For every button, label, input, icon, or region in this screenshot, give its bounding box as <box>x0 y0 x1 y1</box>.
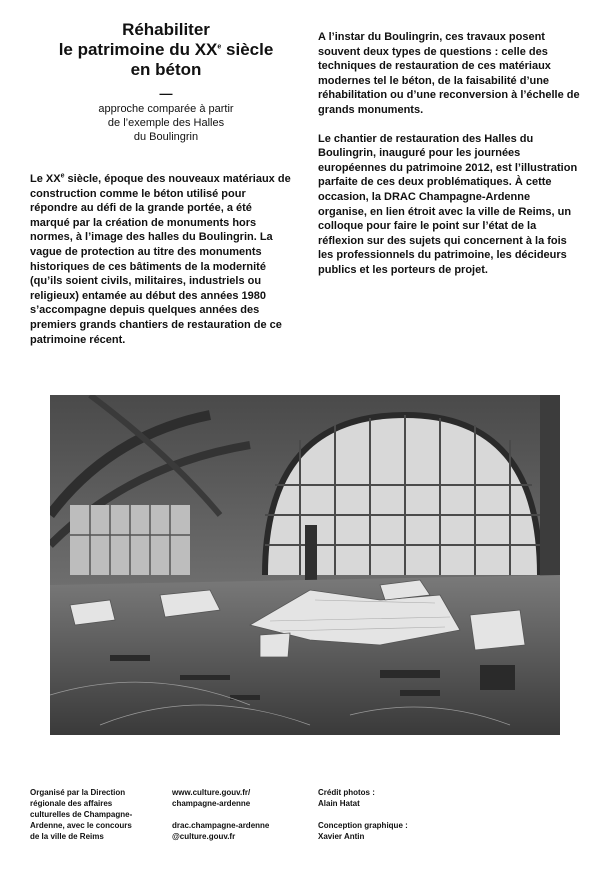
left-text-rest: siècle, époque des nouveaux matériaux de construction comme le béton utilisé pour répondre au défi de la grande portée, a été marqué par la création de monuments hors normes, à l’image des halles du Boulingrin. La vague de protection au titre des monuments historiques de ces bâtiments de la modernité (qu’ils soient civils, militaires, industriels ou religieux) entamée au début des années 1980 s’accompagne depuis quelques années des premiers grands chantiers de restauration de ce patrimoine récent. <box>30 173 291 346</box>
subtitle-line-3: du Boulingrin <box>133 131 199 143</box>
subtitle-line-1: approche comparée à partir <box>98 103 234 115</box>
page-title <box>30 20 302 80</box>
subtitle <box>30 102 302 144</box>
right-column <box>318 30 580 278</box>
left-sup: e <box>60 172 65 180</box>
right-paragraph-2: Le chantier de restauration des Halles du Boulingrin, inauguré pour les journées européennes du patrimoine 2012, est l’illustration parfaite de ces deux problématiques. À cette occasion, la DRAC Champagne-Ardenne organise, en lien étroit avec la ville de Reims, un colloque pour faire le point sur l’état de la réflexion sur des sujets qui concernent à la fois les professionnels du patrimoine, les décideurs publics et les porteurs de projet. <box>318 132 578 276</box>
title-line-2-text: le patrimoine du XX <box>58 40 218 59</box>
right-paragraph-1: A l’instar du Boulingrin, ces travaux posent souvent deux types de questions : celle des techniques de restauration de ces matériaux modernes tel le béton, de la faisabilité d’une réhabilitation ou d’une reconversion à l’échelle de grands monuments. <box>318 31 580 116</box>
design-label: Conception graphique : <box>318 821 408 830</box>
title-line-2 <box>30 40 302 60</box>
left-paragraph <box>30 172 292 347</box>
website-line-1[interactable]: www.culture.gouv.fr/ <box>172 788 251 797</box>
organizer-line-4: Ardenne, avec le concours <box>30 821 132 830</box>
credits-spacer <box>318 809 448 820</box>
footer-organizer <box>30 787 160 842</box>
organizer-line-3: culturelles de Champagne- <box>30 810 133 819</box>
footer-spacer <box>172 809 302 820</box>
organizer-line-2: régionale des affaires <box>30 799 113 808</box>
title-sup: e <box>217 43 222 51</box>
email-line-1[interactable]: drac.champagne-ardenne <box>172 821 270 830</box>
title-line-3: en béton <box>130 60 202 79</box>
title-line-2-end: siècle <box>221 40 274 59</box>
email-line-2[interactable]: @culture.gouv.fr <box>172 832 236 841</box>
organizer-line-5: de la ville de Reims <box>30 832 104 841</box>
title-line-1: Réhabiliter <box>122 20 210 39</box>
footer-credits <box>318 787 448 842</box>
left-text-start: Le XX <box>30 173 61 185</box>
left-column <box>30 172 292 347</box>
photo-credit-label: Crédit photos : <box>318 788 375 797</box>
design-credit: Xavier Antin <box>318 832 365 841</box>
website-line-2[interactable]: champagne-ardenne <box>172 799 251 808</box>
halles-photo <box>50 395 560 735</box>
halles-photo-illustration <box>50 395 560 735</box>
title-dash: — <box>159 86 173 101</box>
organizer-line-1: Organisé par la Direction <box>30 788 126 797</box>
photo-credit: Alain Hatat <box>318 799 360 808</box>
subtitle-line-2: de l’exemple des Halles <box>107 117 225 129</box>
footer-contact <box>172 787 302 842</box>
